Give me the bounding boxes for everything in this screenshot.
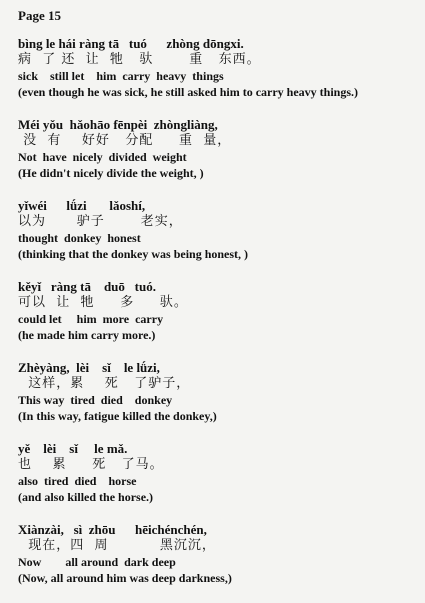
pinyin-line: Zhèyàng, lèi sǐ le lǘzi, [18,360,160,375]
document-page [18,8,418,603]
word-gloss-line: Now all around dark deep [18,555,176,569]
word-gloss-line: also tired died horse [18,474,137,488]
pinyin-line: yě lèi sǐ le mǎ. [18,441,128,456]
translation-line: (he made him carry more.) [18,328,156,342]
translation-line: (Now, all around him was deep darkness,) [18,571,232,585]
translation-line: (and also killed the horse.) [18,490,154,504]
stanza-1 [18,36,418,100]
stanza-3 [18,198,418,262]
pinyin-line: kěyǐ ràng tā duō tuó. [18,279,156,294]
word-gloss-line: could let him more carry [18,312,164,326]
chinese-line: 以为 驴子 老实， [18,214,183,229]
word-gloss-line: This way tired died donkey [18,393,173,407]
word-gloss-line: Not have nicely divided weight [18,150,187,164]
translation-line: (thinking that the donkey was being honest, ) [18,247,249,261]
chinese-line: 病 了 还 让 牠 驮 重 东西。 [18,52,261,67]
chinese-line: 可以 让 牠 多 驮。 [18,295,188,310]
pinyin-line: Méi yǒu hǎohāo fēnpèi zhòngliàng, [18,117,218,132]
pinyin-line: yǐwéi lǘzi lǎoshí, [18,198,146,213]
pinyin-line: Xiànzài, sì zhōu hēichénchén, [18,522,207,537]
translation-line: (even though he was sick, he still asked him to carry heavy things.) [18,85,359,99]
stanza-2 [18,117,418,181]
chinese-line: 这样，累 死 了驴子， [18,376,191,391]
pinyin-line: bìng le hái ràng tā tuó zhòng dōngxi. [18,36,244,51]
translation-line: (He didn't nicely divide the weight, ) [18,166,204,180]
chinese-line: 也 累 死 了马。 [18,457,164,472]
page-number: Page 15 [18,8,61,23]
stanza-4 [18,279,418,343]
chinese-line: 没 有 好好 分配 重 量， [18,133,232,148]
stanza-5 [18,360,418,424]
translation-line: (In this way, fatigue killed the donkey,) [18,409,217,423]
word-gloss-line: sick still let him carry heavy things [18,69,224,83]
stanza-7 [18,522,418,586]
stanza-6 [18,441,418,505]
word-gloss-line: thought donkey honest [18,231,141,245]
chinese-line: 现在，四 周 黑沉沉， [18,538,216,553]
